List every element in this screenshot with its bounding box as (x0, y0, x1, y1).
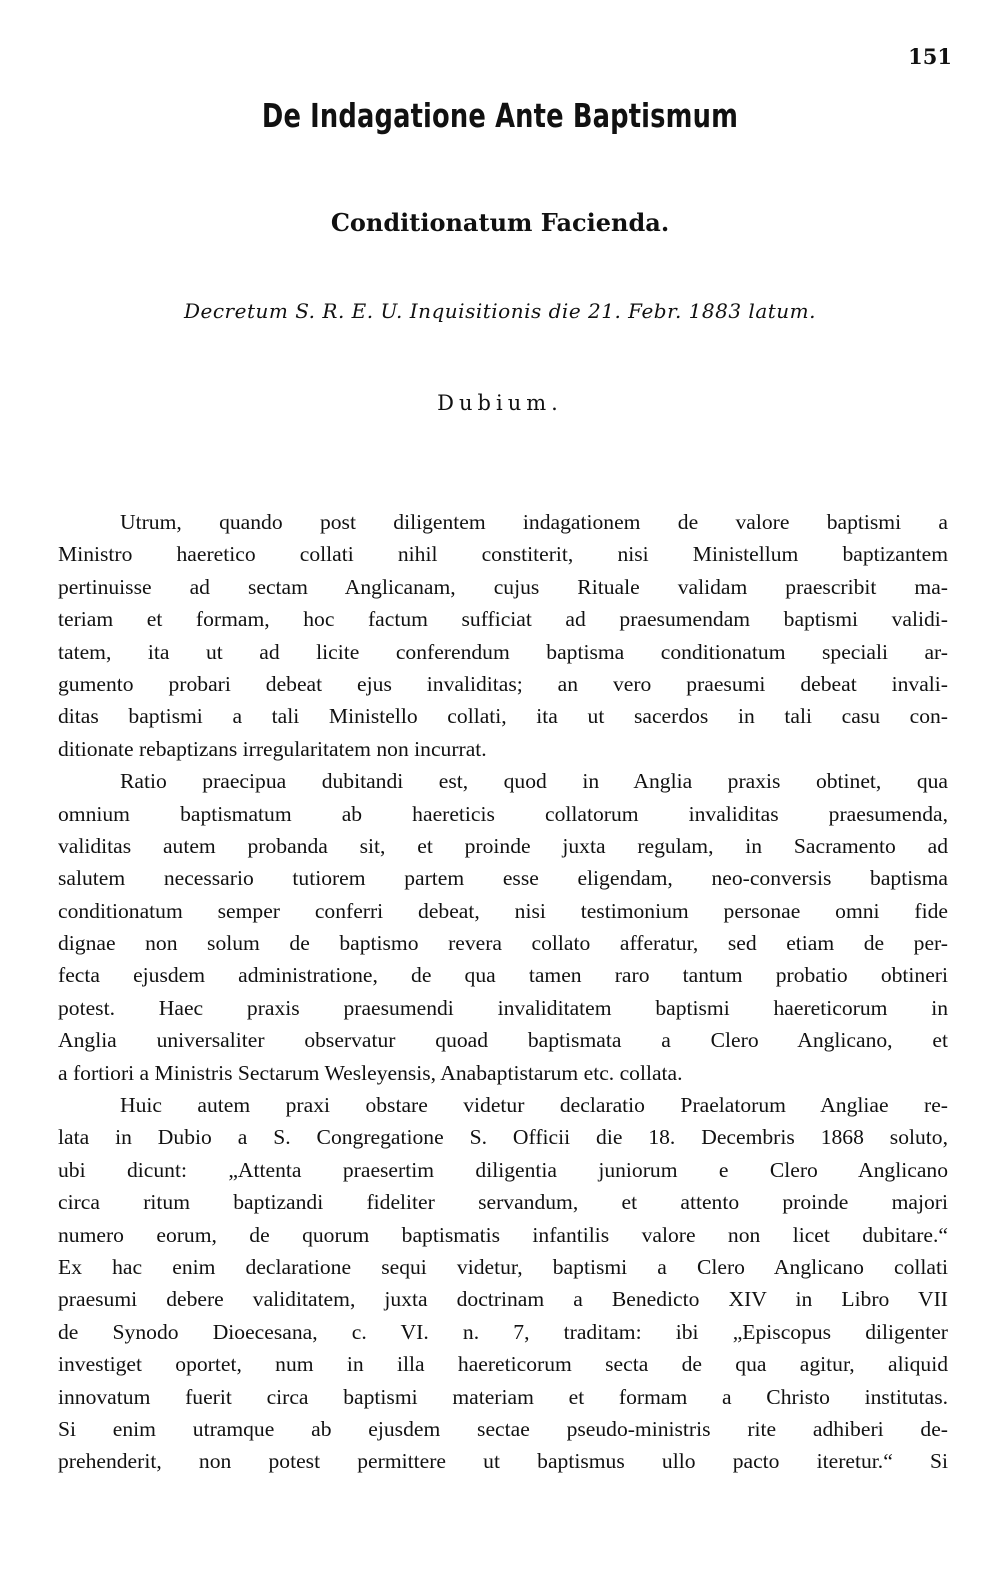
text-line: praesumi debere validitatem, juxta doctrinam a Benedicto XIV in Libro VII (58, 1287, 948, 1312)
text-line: de Synodo Dioecesana, c. VI. n. 7, traditam: ibi „Episcopus diligenter (58, 1319, 948, 1344)
text-line: investiget oportet, num in illa haereticorum secta de qua agitur, aliquid (58, 1352, 948, 1377)
text-line: a fortiori a Ministris Sectarum Wesleyensis, Anabaptistarum etc. collata. (58, 1060, 683, 1085)
text-line: Ex hac enim declaratione sequi videtur, baptismi a Clero Anglicano collati (58, 1254, 948, 1279)
text-line: numero eorum, de quorum baptismatis infantilis valore non licet dubitare.“ (58, 1222, 948, 1247)
text-line: Huic autem praxi obstare videtur declaratio Praelatorum Angliae re- (120, 1093, 948, 1118)
text-line: lata in Dubio a S. Congregatione S. Officii die 18. Decembris 1868 soluto, (58, 1125, 948, 1150)
text-line: omnium baptismatum ab haereticis collatorum invaliditas praesumenda, (58, 801, 948, 826)
paragraph-3 (58, 1089, 948, 1478)
section-heading: Dubium. (437, 391, 563, 415)
decree-line: Decretum S. R. E. U. Inquisitionis die 21. Febr. 1883 latum. (183, 299, 816, 323)
text-line: Anglia universaliter observatur quoad baptismata a Clero Anglicano, et (58, 1028, 948, 1053)
text-line: Si enim utramque ab ejusdem sectae pseudo-ministris rite adhiberi de- (58, 1416, 948, 1441)
body-text (58, 506, 948, 1478)
text-line: tatem, ita ut ad licite conferendum baptisma conditionatum speciali ar- (58, 639, 948, 664)
paragraph-1 (58, 506, 948, 765)
text-line: circa ritum baptizandi fideliter servandum, et attento proinde majori (58, 1190, 948, 1215)
page-number: 151 (908, 44, 952, 69)
text-line: dignae non solum de baptismo revera collato afferatur, sed etiam de per- (58, 931, 948, 956)
text-line: teriam et formam, hoc factum sufficiat ad praesumendam baptismi validi- (58, 607, 948, 632)
text-line: Ratio praecipua dubitandi est, quod in Anglia praxis obtinet, qua (120, 769, 948, 794)
text-line: potest. Haec praxis praesumendi invaliditatem baptismi haereticorum in (58, 995, 948, 1020)
text-line: prehenderit, non potest permittere ut baptismus ullo pacto iteretur.“ Si (58, 1449, 948, 1474)
text-line: fecta ejusdem administratione, de qua tamen raro tantum probatio obtineri (58, 963, 948, 988)
text-line: validitas autem probanda sit, et proinde juxta regulam, in Sacramento ad (58, 833, 948, 858)
text-line: conditionatum semper conferri debeat, nisi testimonium personae omni fide (58, 898, 948, 923)
text-line: pertinuisse ad sectam Anglicanam, cujus Rituale validam praescribit ma- (58, 574, 948, 599)
text-line: ditionate rebaptizans irregularitatem non incurrat. (58, 736, 487, 761)
text-line: Utrum, quando post diligentem indagationem de valore baptismi a (120, 510, 948, 534)
text-line: Ministro haeretico collati nihil constiterit, nisi Ministellum baptizantem (58, 542, 948, 567)
text-line: ditas baptismi a tali Ministello collati, ita ut sacerdos in tali casu con- (58, 704, 948, 729)
text-line: innovatum fuerit circa baptismi materiam et formam a Christo institutas. (58, 1384, 948, 1409)
page-subtitle: Conditionatum Facienda. (330, 208, 670, 237)
text-line: ubi dicunt: „Attenta praesertim diligentia juniorum e Clero Anglicano (58, 1157, 948, 1182)
page-title: De Indagatione Ante Baptismum (261, 96, 739, 135)
text-line: gumento probari debeat ejus invaliditas; an vero praesumi debeat invali- (58, 671, 948, 696)
paragraph-2 (58, 765, 948, 1089)
text-line: salutem necessario tutiorem partem esse eligendam, neo-conversis baptisma (58, 866, 948, 891)
